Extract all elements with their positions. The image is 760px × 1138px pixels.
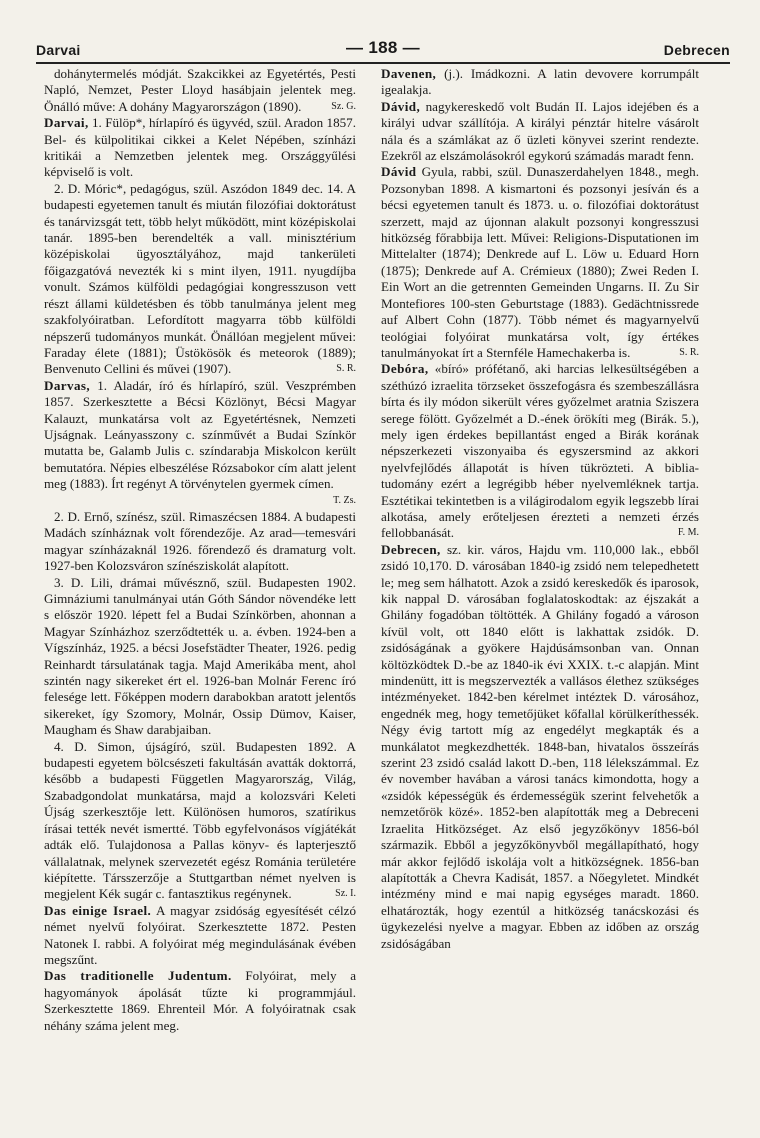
entry-text: nagykereskedő volt Budán II. Lajos idejében és a királyi udvar szállítója. A királyi pénztár hitelre vásárolt nála és a számlákat az ő üzleti könyvei szerint rendezte. Ezekről az elszámolásokról egykorú számadás maradt fenn.: [381, 98, 699, 164]
author-signature: T. Zs.: [333, 494, 356, 506]
right-column: [381, 66, 699, 952]
entry-paragraph: [381, 66, 699, 99]
entry-paragraph: [381, 542, 699, 952]
entry-paragraph: [44, 903, 356, 969]
entry-text: dohánytermelés módját. Szakcikkei az Egyetértés, Pesti Napló, Nemzet, Pester Lloyd hasábjain jelentek meg. Önálló műve: A dohány Magyarországon (1890).: [44, 66, 356, 114]
entry-text: 2. D. Ernő, színész, szül. Rimaszécsen 1884. A budapesti Madách színháznak volt főrendezője. Az arad—temesvári magyar színházaknál 1926. főrendező és dramaturg volt. 1927-ben Kolozsváron színésziskolát alapított.: [44, 508, 356, 574]
entry-headword: Dávid,: [381, 98, 421, 114]
entry-paragraph: [44, 575, 356, 739]
entry-headword: Darvai,: [44, 115, 89, 131]
entry-paragraph: [44, 739, 356, 903]
entry-headword: Das einige Israel.: [44, 902, 152, 918]
entry-headword: Dávid: [381, 164, 417, 180]
header-right-keyword: Debrecen: [663, 42, 730, 58]
entry-text: «bíró» prófétanő, aki harcias lelkesültségében a széthúzó izraelita törzseket összefogásra és szembeszállásra bírta és ily módon sikerült véres győzelmet aratnia Sziszera serege fölött. Győzelmét a D.-ének örökíti meg (Birák. 5.), mely igen érdekes bepillantást enged a Birák korának népszerkezeti viszonyaiba és egyszersmind az akkori nyelvfejlődés állapotát is híven tükrözteti. A biblia-tudomány ezért a legrégibb héber nyelvemléknek tartja. Esztétikai tekintetben is a világirodalom egyik legszebb lírai alkotása, amely erőteljesen érezteti a nemzeti érzés fellobbanását.: [381, 361, 699, 541]
entry-headword: Davenen,: [381, 66, 437, 81]
page-header: [36, 38, 730, 60]
entry-text: (j.). Imádkozni. A latin devovere korrumpált igealakja.: [381, 66, 699, 98]
author-signature: F. M.: [677, 527, 699, 539]
entry-paragraph: [44, 181, 356, 378]
entry-paragraph: [44, 378, 356, 509]
entry-paragraph: [381, 164, 699, 361]
author-signature: S. R.: [679, 346, 699, 358]
entry-text: 2. D. Móric*, pedagógus, szül. Aszódon 1849 dec. 14. A budapesti egyetemen tanult és miután filozófiai doktorátust és tanárvizsgát tett, több helyt működött, mint középiskolai tanár. 1895-ben berendelték a vall. minisztérium középiskolai ügyosztályához, majd tankerületi főigazgatóvá nevezték ki s mint ilyen, 1911. nyugdíjba vonult. Számos külföldi pedagógiai kongresszuson vett részt állami küldetésben és több tanulmánya jelent meg szakfolyóiratban. Lefordított magyarra több külföldi népszerű tudományos munkát. Önállóan megjelent művei: Faraday élete (1881); Üstökösök és meteorok (1889); Benvenuto Cellini és művei (1907).: [44, 180, 356, 377]
entry-text: A magyar zsidóság egyesítését célzó német nyelvű folyóirat. Szerkesztette 1872. Pesten Natonek I. rabbi. A folyóirat még megindulásának évében megszűnt.: [44, 902, 356, 967]
entry-paragraph: [381, 99, 699, 165]
entry-text: 3. D. Lili, drámai művésznő, szül. Budapesten 1902. Gimnáziumi tanulmányai után Góth Sándor növendéke lett s először 1920. lépett fel a Budai Színkörben, ahonnan a Magyar Színházhoz szerződtették u. a. évben. 1924-ben a Vígszínház, 1925. a bécsi Josefstädter Theater, 1926. pedig Reinhardt társulatának tagja. Majd Amerikába ment, ahol szintén nagy sikereket ért el. 1926-ban Molnár Ferenc író felesége lett. Főképpen modern darabokban aratott jelentős sikereket, így Szomory, Molnár, Ossip Dümov, Kaiser, Maugham és Shaw darabjaiban.: [44, 574, 356, 738]
author-signature: Sz. G.: [331, 100, 356, 112]
author-signature: S. R.: [336, 363, 356, 375]
header-rule: [36, 62, 730, 64]
page-number: — 188 —: [346, 38, 420, 57]
entry-paragraph: [381, 361, 699, 541]
entry-text: 1. Aladár, író és hírlapíró, szül. Veszprémben 1857. Szerkesztette a Bécsi Közlönyt, Bécsi Magyar Kalauzt, munkatársa volt az Egyetértésnek, Nemzeti Ujságnak. Leányasszony c. színművét a Budai Színkör mutatta be, Galamb Julis c. színdarabja Miskolcon került bemutatóra. Népies elbeszélése Rózsabokor cím alatt jelent meg (1883). Írt regényt A törvénytelen gyermek címen.: [44, 377, 356, 492]
entry-paragraph: [44, 115, 356, 181]
entry-text: 1. Fülöp*, hírlapíró és ügyvéd, szül. Aradon 1857. Bel- és külpolitikai cikkei a Kelet Népében, színházi kritikái a Nemzetben jelentek meg. Országgyűlési képviselő is volt.: [44, 115, 356, 180]
entry-paragraph: [44, 968, 356, 1034]
entry-text: Folyóirat, mely a hagyományok ápolását tűzte ki programmjául. Szerkesztette 1869. Ehrenteil Mór. A folyóiratnak csak néhány száma jelent meg.: [44, 968, 356, 1033]
author-signature: Sz. I.: [335, 888, 356, 900]
entry-headword: Darvas,: [44, 377, 91, 393]
entry-text: Gyula, rabbi, szül. Dunaszerdahelyen 1848., megh. Pozsonyban 1898. A kismartoni és pozsonyi jesíván és a bécsi egyetemen tanult és 1873. u. o. filozófiai doktorátust szerzett, majd az újonnan alakult pozsonyi kongresszusi hitközség főrabbija lett. Művei: Religions-Disputationen im Mittelalter (1874); Denkrede auf L. Löw u. Eduard Horn (1875); Denkrede auf A. Crémieux (1880); Zwei Reden I. Ein Wort an die getrennten Gemeinden Ungarns. II. Zu Sir Montefiores 100-sten Geburtstage (1883). Gedächtnissrede auf Albert Cohn (1877). Több német és magyarnyelvű teológiai folyóirat munkatársa volt, így értékes tanulmányokat írt a Sternféle Hamechakerba is.: [381, 164, 699, 360]
entry-headword: Debrecen,: [381, 541, 441, 557]
entry-text: 4. D. Simon, újságíró, szül. Budapesten 1892. A budapesti egyetem bölcsészeti fakultásán avatták doktorrá, később a budapesti Független Magyarország, Világ, Szabadgondolat munkatársa, majd a kolozsvári Keleti Újság szerkesztője lett. Különösen humoros, szatírikus írásai tették nevét ismertté. Több egyfelvonásos vígjátékát adták elő. Tulajdonosa a Pallas könyv- és lapterjesztő vállalatnak, melynek szervezetét egész Románia területére kiépítette. Társszerzője a Stuttgartban német nyelven is megjelent Kék sugár c. fantasztikus regénynek.: [44, 738, 356, 902]
header-left-keyword: Darvai: [36, 42, 81, 58]
entry-text: sz. kir. város, Hajdu vm. 110,000 lak., ebből zsidó 10,170. D. városában 1840-ig zsidó nem telepedhetett le; meg sem hálhatott. Azok a zsidó kereskedők és iparosok, kik nappal D. városában foglalatoskodtak: az éjszakát a Ghilány fogadóban töltötték. A Ghilány fogadó a városon kívül volt, ott 1840 előtt is lakhattak zsidók. D. zsidóságának a gyökere Hajdúsámsonban van. Onnan költözködtek D.-be az 1840-ik évi XXIX. t.-c alapján. Mint mindenütt, itt is megszervezték a vallásos élethez szükséges intézményeket. 1842-ben kérelmet intéztek D. városához, engednék meg, hogy temetőjüket kőfallal körülkeríthessék. Négy évig tartott míg az engedélyt megkapták és a munkálatot megkezdhették. 1848-ban, hivatalos összeírás szerint 23 zsidó család lakott D.-ben, 118 lélekszámmal. Ez év november havában a városi tanács kimondotta, hogy a «zsidók képességük és érdemességük szerint felvehetők a nemzetőrök közé». 1852-ben alapították meg a Debreceni Izraelita Hitközséget. Az első jegyzőkönyv 1856-ból származik. Ebből a jegyzőkönyvből megállapítható, hogy már akkor fejlődő iskolája volt a hitközségnek. 1856-ban alapították a Chevra Kadisát, 1857. a Nőegyletet. Mindkét intézmény mind e mai napig egységes maradt. 1860. elhatározták, hogy ezentúl a hitközség tanácskozási és ügykezelési nyelve a magyar. Ebben az időben az ország zsidóságában: [381, 541, 700, 951]
entry-headword: Debóra,: [381, 361, 429, 377]
entry-headword: Das traditionelle Judentum.: [44, 968, 232, 984]
left-column: [44, 66, 356, 1034]
entry-paragraph: [44, 66, 356, 115]
entry-paragraph: [44, 509, 356, 575]
